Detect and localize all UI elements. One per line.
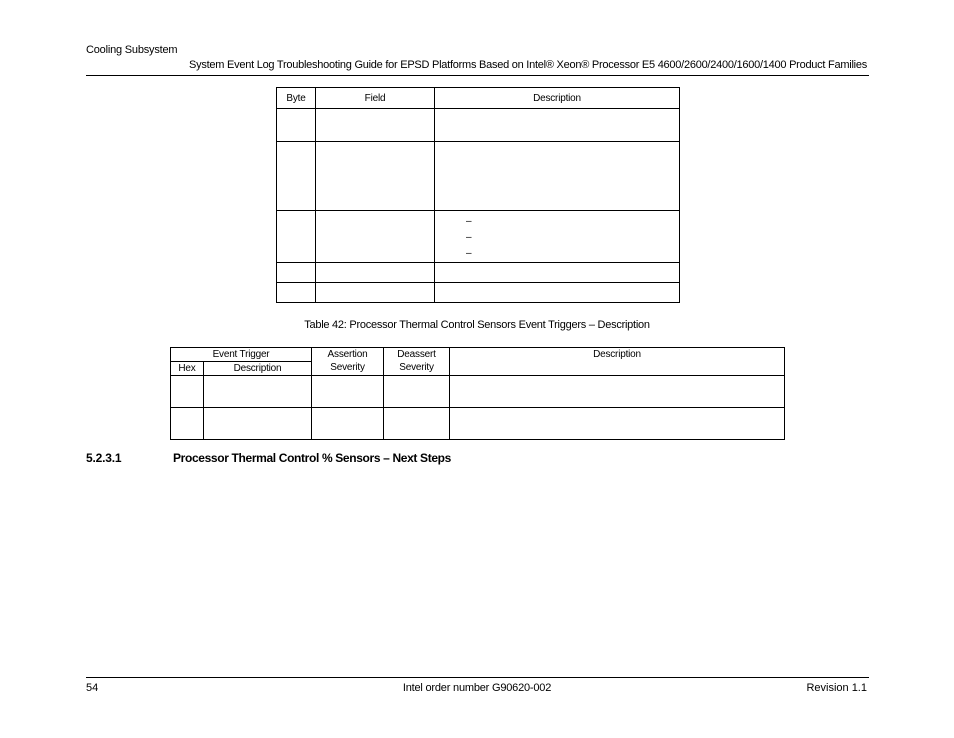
column-header-byte: Byte <box>277 88 316 109</box>
column-header-description: Description <box>435 88 680 109</box>
footer-rule <box>86 677 869 678</box>
running-header-section: Cooling Subsystem <box>86 44 178 56</box>
revision-label: Revision 1.1 <box>806 682 867 694</box>
table-row <box>277 263 680 283</box>
column-header-trigger-description: Description <box>204 362 312 376</box>
column-header-deassert-severity: Deassert Severity <box>384 348 450 376</box>
dash-list <box>435 211 680 263</box>
table-caption: Table 42: Processor Thermal Control Sensors Event Triggers – Description <box>304 319 650 331</box>
running-header-title: System Event Log Troubleshooting Guide for EPSD Platforms Based on Intel® Xeon® Processor E5 4600/2600/2400/1600/1400 Product Families <box>189 59 867 71</box>
column-header-event-trigger: Event Trigger <box>171 348 312 362</box>
sensor-field-table <box>276 87 680 303</box>
column-header-hex: Hex <box>171 362 204 376</box>
column-header-description: Description <box>450 348 785 376</box>
table-row <box>277 109 680 142</box>
header-rule <box>86 75 869 76</box>
table-row <box>171 408 785 440</box>
column-header-field: Field <box>316 88 435 109</box>
page-number: 54 <box>86 682 99 694</box>
table-row <box>277 142 680 211</box>
dash-item: – <box>466 248 472 259</box>
column-header-assertion-severity: Assertion Severity <box>312 348 384 376</box>
dash-item: – <box>466 216 472 227</box>
section-number: 5.2.3.1 <box>86 451 122 465</box>
table-row <box>171 376 785 408</box>
dash-item: – <box>466 232 472 243</box>
table-row <box>277 211 680 263</box>
event-trigger-table <box>170 347 785 440</box>
section-heading: Processor Thermal Control % Sensors – Next Steps <box>173 451 451 465</box>
table-row <box>277 283 680 303</box>
order-number: Intel order number G90620-002 <box>402 682 552 694</box>
